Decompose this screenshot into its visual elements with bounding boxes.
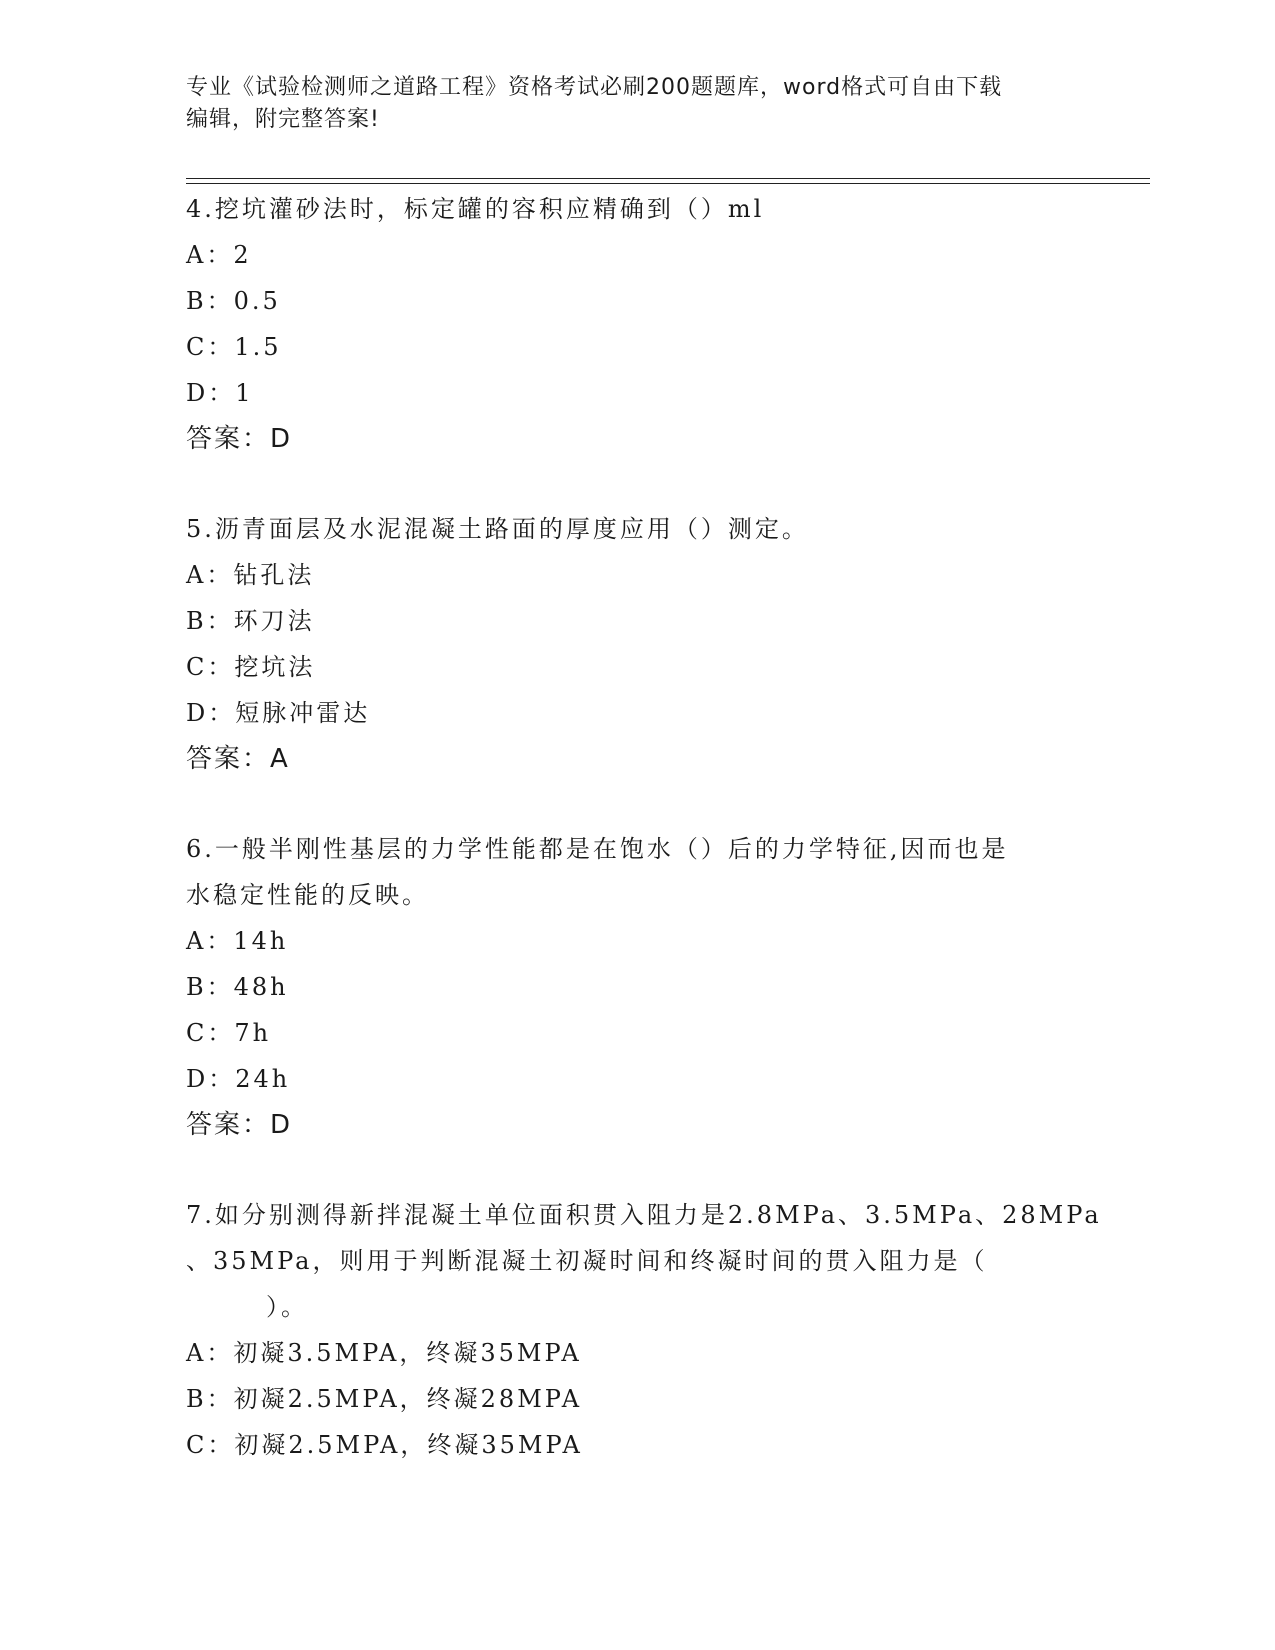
header-line-1: 专业《试验检测师之道路工程》资格考试必刷200题题库，word格式可自由下载 (186, 75, 1003, 100)
document-header (186, 72, 1086, 136)
question-6 (186, 826, 1086, 1148)
header-line-2: 编辑，附完整答案! (186, 107, 380, 132)
option-c: C：挖坑法 (186, 653, 316, 681)
header-divider-bottom (186, 183, 1150, 184)
option-b: B：初凝2.5MPA，终凝28MPA (186, 1385, 583, 1413)
option-b: B：环刀法 (186, 607, 315, 635)
option-a: A：钻孔法 (186, 561, 315, 589)
option-a: A：14h (186, 927, 289, 955)
question-text-continued: ）。 (266, 1293, 308, 1321)
question-text-continued: 水稳定性能的反映。 (186, 881, 429, 909)
header-divider-top (186, 178, 1150, 179)
option-b: B：0.5 (186, 287, 281, 315)
question-text: 6.一般半刚性基层的力学性能都是在饱水（）后的力学特征,因而也是 (186, 835, 1009, 863)
option-d: D：24h (186, 1065, 291, 1093)
question-text: 7.如分别测得新拌混凝土单位面积贯入阻力是2.8MPa、3.5MPa、28MPa (186, 1201, 1102, 1229)
answer: 答案：A (186, 744, 290, 774)
option-b: B：48h (186, 973, 289, 1001)
option-a: A：2 (186, 241, 252, 269)
answer: 答案：D (186, 424, 293, 454)
question-text-continued: 、35MPa，则用于判断混凝土初凝时间和终凝时间的贯入阻力是（ (186, 1247, 988, 1275)
option-c: C：初凝2.5MPA，终凝35MPA (186, 1431, 583, 1459)
option-a: A：初凝3.5MPA，终凝35MPA (186, 1339, 582, 1367)
question-4 (186, 186, 1086, 462)
question-5 (186, 506, 1086, 782)
option-d: D：短脉冲雷达 (186, 699, 371, 727)
option-c: C：7h (186, 1019, 272, 1047)
option-d: D：1 (186, 379, 254, 407)
option-c: C：1.5 (186, 333, 282, 361)
question-7 (186, 1192, 1102, 1468)
question-text: 5.沥青面层及水泥混凝土路面的厚度应用（）测定。 (186, 515, 809, 543)
question-text: 4.挖坑灌砂法时，标定罐的容积应精确到（）ml (186, 195, 765, 223)
answer: 答案：D (186, 1110, 293, 1140)
